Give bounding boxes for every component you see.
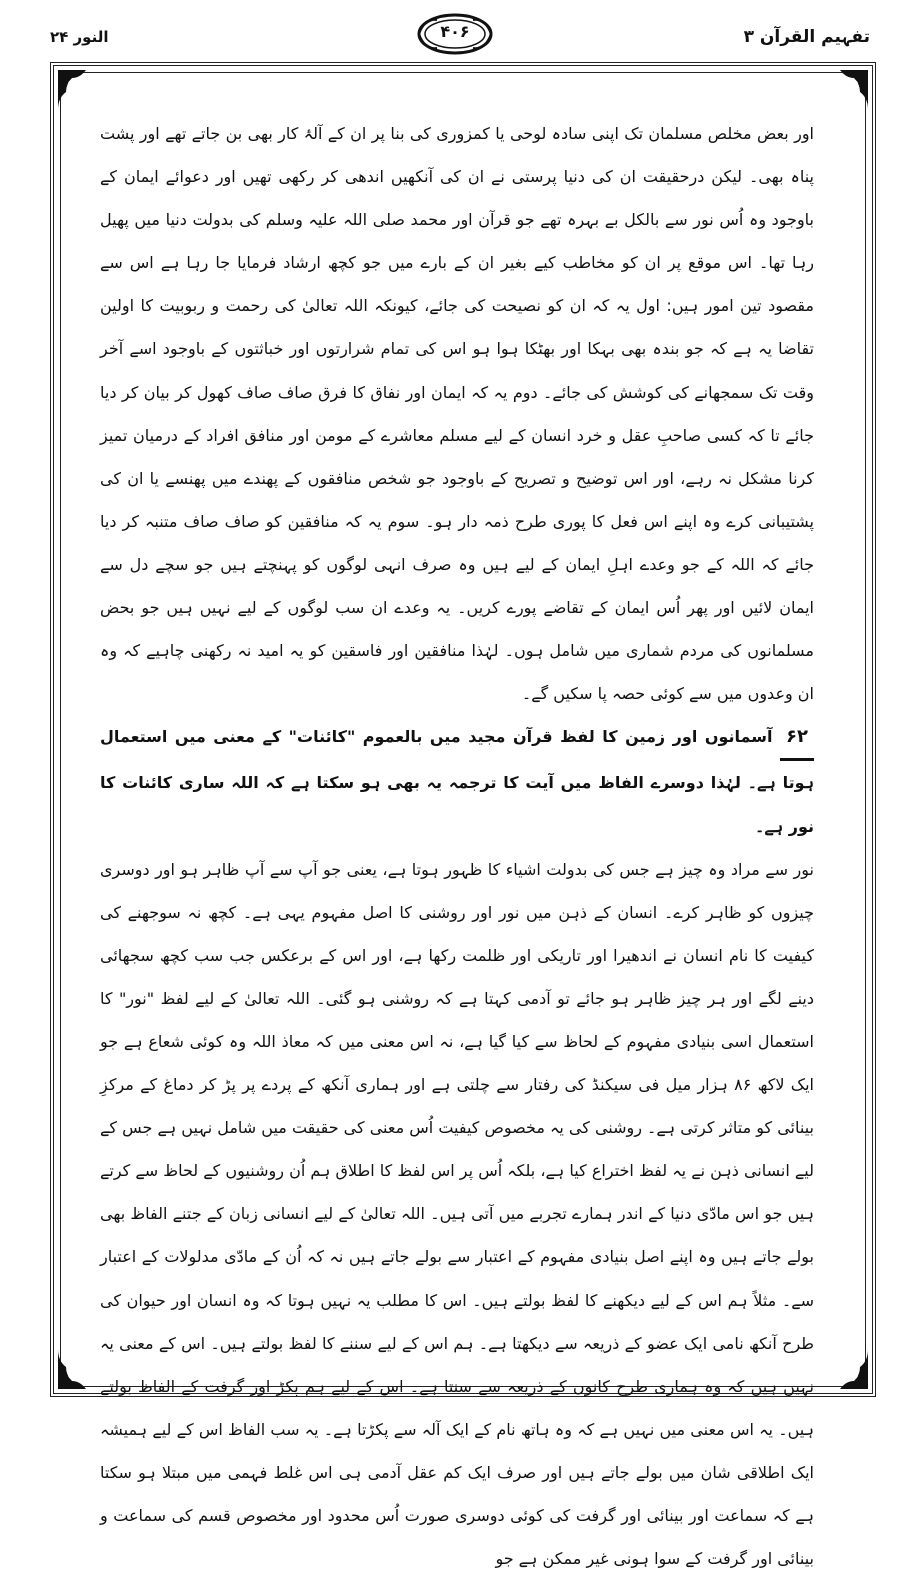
corner-ornament-icon [826,68,870,112]
corner-ornament-icon [826,1347,870,1391]
page-header [40,12,880,62]
body-paragraph: اور بعض مخلص مسلمان تک اپنی سادہ لوحی یا کمزوری کی بنا پر ان کے آلۂ کار بھی بن جاتے تھے اور پشت پناہ بھی۔ لیکن درحقیقت ان کی دنیا پرستی نے ان کی آنکھیں اندھی کر رکھی تھیں اور دعوائے ایمان کے باوجود وہ اُس نور سے بالکل بے بہرہ تھے جو قرآن اور محمد صلی اللہ علیہ وسلم کی بدولت دنیا میں پھیل رہا تھا۔ اس موقع پر ان کو مخاطب کیے بغیر ان کے بارے میں جو کچھ ارشاد فرمایا جا رہا ہے اس سے مقصود تین امور ہیں: اول یہ کہ ان کو نصیحت کی جائے، کیونکہ اللہ تعالیٰ کی رحمت و ربوبیت کا اولین تقاضا یہ ہے کہ جو بندہ بھی بہکا اور بھٹکا ہوا ہو اس کی تمام شرارتوں اور خباثتوں کے باوجود اسے آخر وقت تک سمجھانے کی کوشش کی جائے۔ دوم یہ کہ ایمان اور نفاق کا فرق صاف صاف کھول کر بیان کر دیا جائے تا کہ کسی صاحبِ عقل و خرد انسان کے لیے مسلم معاشرے کے مومن اور منافق افراد کے درمیان تمیز کرنا مشکل نہ رہے، اور اس توضیح و تصریح کے باوجود جو شخص منافقوں کے پھندے میں پھنسے یا ان کی پشتیبانی کرے وہ اپنے اس فعل کا پوری طرح ذمہ دار ہو۔ سوم یہ کہ منافقین کو صاف صاف متنبہ کر دیا جائے کہ اللہ کے جو وعدے اہلِ ایمان کے لیے ہیں وہ صرف انہی لوگوں کو پہنچتے ہیں جو سچے دل سے ایمان لائیں اور پھر اُس ایمان کے تقاضے پورے کریں۔ یہ وعدے ان سب لوگوں کے لیے نہیں ہیں جو بحض مسلمانوں کی مردم شماری میں شامل ہوں۔ لہٰذا منافقین اور فاسقین کو یہ امید نہ رکھنی چاہیے کہ وہ ان وعدوں میں سے کوئی حصہ پا سکیں گے۔ [100,124,814,704]
footnote-heading-text: آسمانوں اور زمین کا لفظ قرآن مجید میں بالعموم "کائنات" کے معنی میں استعمال ہوتا ہے۔ لہٰذا دوسرے الفاظ میں آیت کا ترجمہ یہ بھی ہو سکتا ہے کہ اللہ ساری کائنات کا نور ہے۔ [100,727,814,836]
footnote-heading [100,715,814,847]
footnote-body: نور سے مراد وہ چیز ہے جس کی بدولت اشیاء کا ظہور ہوتا ہے، یعنی جو آپ سے آپ ظاہر ہو اور دوسری چیزوں کو ظاہر کرے۔ انسان کے ذہن میں نور اور روشنی کا اصل مفہوم یہی ہے۔ کچھ نہ سوجھنے کی کیفیت کا نام انسان نے اندھیرا اور تاریکی اور ظلمت رکھا ہے، اور اس کے برعکس جب سب کچھ سجھائی دینے لگے اور ہر چیز ظاہر ہو جائے تو آدمی کہتا ہے کہ روشنی ہو گئی۔ اللہ تعالیٰ کے لیے لفظ "نور" کا استعمال اسی بنیادی مفہوم کے لحاظ سے کیا گیا ہے، نہ اس معنی میں کہ معاذ اللہ وہ کوئی شعاع ہے جو ایک لاکھ ۸۶ ہزار میل فی سیکنڈ کی رفتار سے چلتی ہے اور ہماری آنکھ کے پردے پر پڑ کر دماغ کے مرکزِ بینائی کو متاثر کرتی ہے۔ روشنی کی یہ مخصوص کیفیت اُس معنی کی حقیقت میں شامل نہیں ہے جس کے لیے انسانی ذہن نے یہ لفظ اختراع کیا ہے، بلکہ اُس پر اس لفظ کا اطلاق ہم اُن روشنیوں کے لحاظ سے کرتے ہیں جو اس مادّی دنیا کے اندر ہمارے تجربے میں آتی ہیں۔ اللہ تعالیٰ کے لیے انسانی زبان کے جتنے الفاظ بھی بولے جاتے ہیں وہ اپنے اصل بنیادی مفہوم کے اعتبار سے بولے جاتے ہیں نہ کہ اُن کے مادّی مدلولات کے اعتبار سے۔ مثلاً ہم اس کے لیے دیکھنے کا لفظ بولتے ہیں۔ اس کا مطلب یہ نہیں ہوتا کہ وہ انسان اور حیوان کی طرح آنکھ نامی ایک عضو کے ذریعہ سے دیکھتا ہے۔ ہم اس کے لیے سننے کا لفظ بولتے ہیں۔ اس کے معنی یہ نہیں ہیں کہ وہ ہماری طرح کانوں کے ذریعہ سے سنتا ہے۔ اس کے لیے ہم پکڑ اور گرفت کے الفاظ بولتے ہیں۔ یہ اس معنی میں نہیں ہے کہ وہ ہاتھ نام کے ایک آلہ سے پکڑتا ہے۔ یہ سب الفاظ اس کے لیے ہمیشہ ایک اطلاقی شان میں بولے جاتے ہیں اور صرف ایک کم عقل آدمی ہی اس غلط فہمی میں مبتلا ہو سکتا ہے کہ سماعت اور بینائی اور گرفت کی کوئی دوسری صورت اُس محدود اور مخصوص قسم کی سماعت و بینائی اور گرفت کے سوا ہونی غیر ممکن ہے جو [100,859,815,1569]
footnote-number: ۶۲ [780,715,814,761]
corner-ornament-icon [56,1347,100,1391]
page-number-medallion [415,12,495,56]
page-number: ۴۰۶ [440,22,470,41]
corner-ornament-icon [56,68,100,112]
page-body [100,112,814,1580]
surah-label: النور ۲۴ [50,28,109,46]
book-title: تفہیم القرآن ۳ [743,27,870,47]
